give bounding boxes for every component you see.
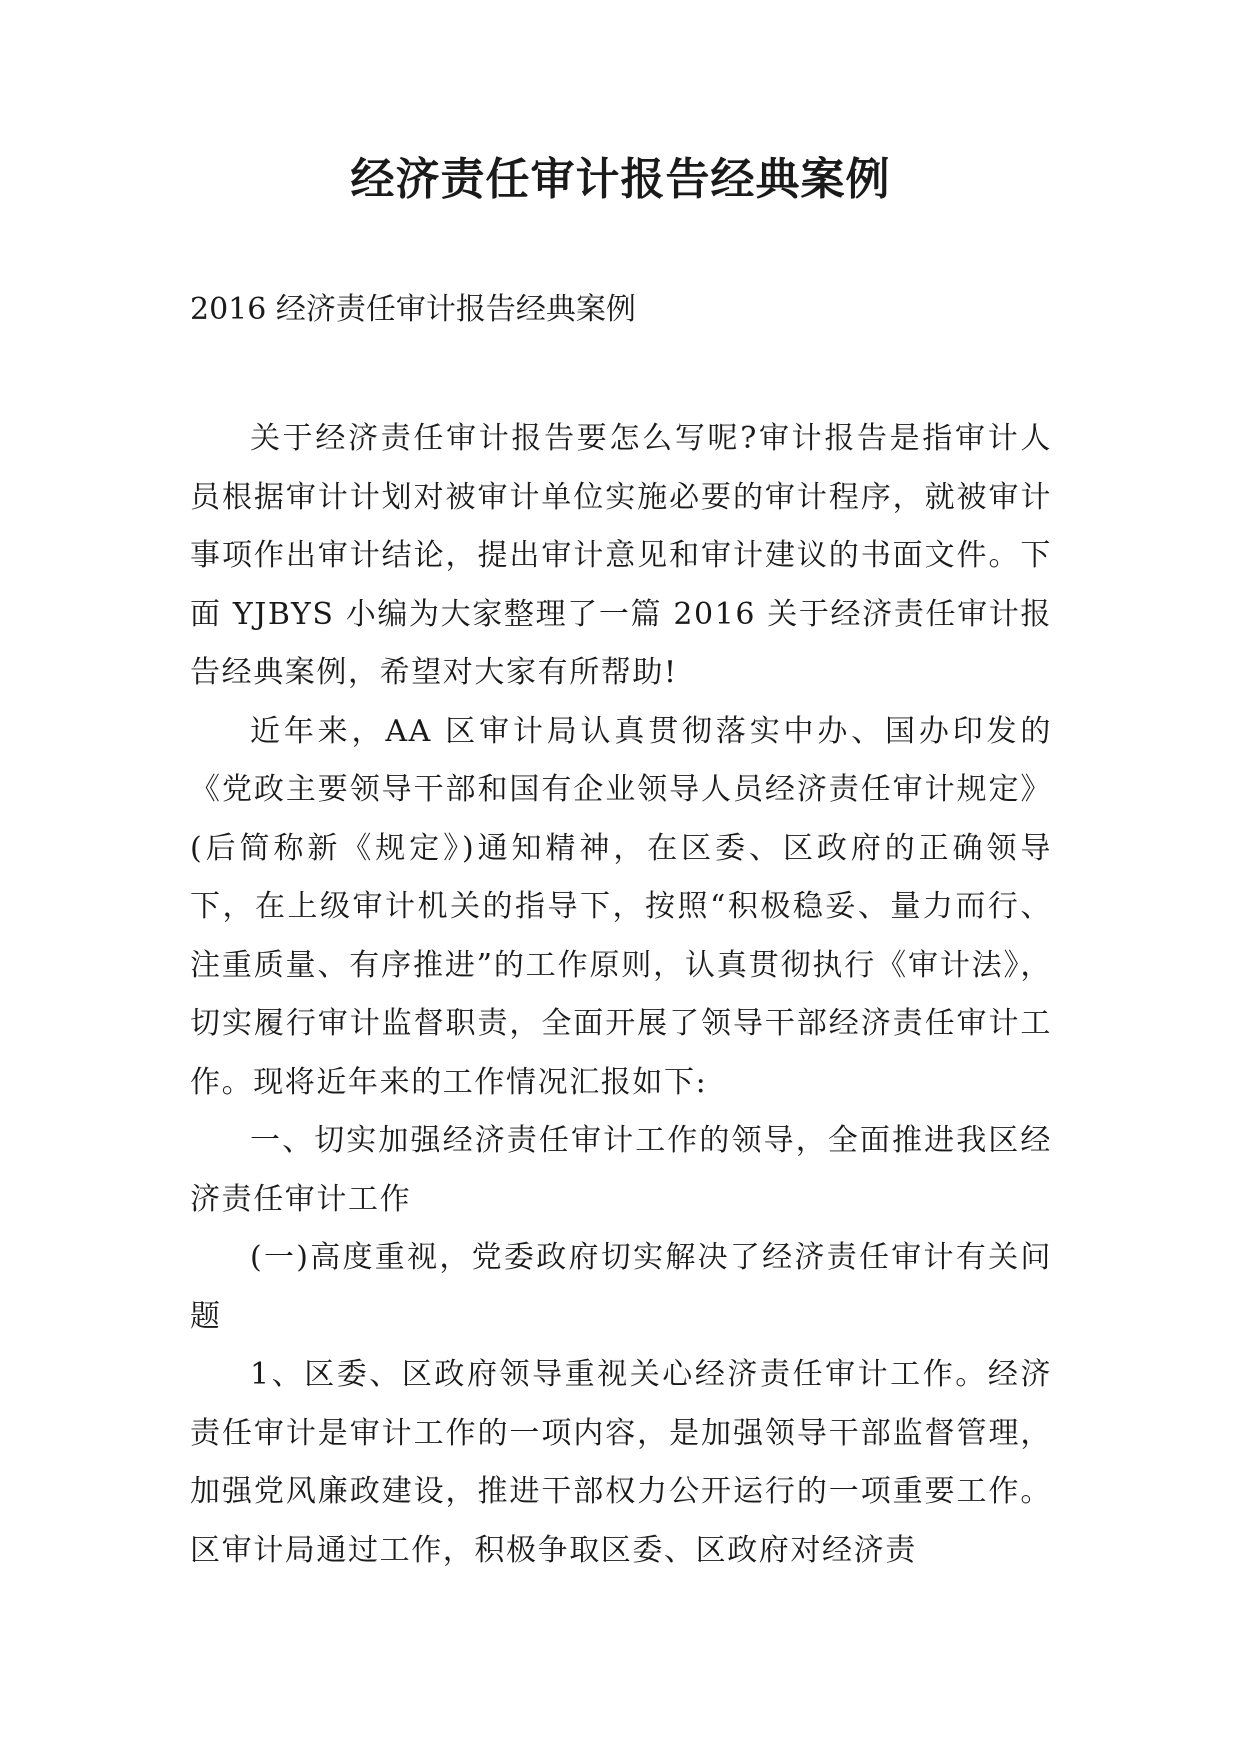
paragraph-intro: 关于经济责任审计报告要怎么写呢?审计报告是指审计人员根据审计计划对被审计单位实施必要的审计程序，就被审计事项作出审计结论，提出审计意见和审计建议的书面文件。下面 YJBYS 小编为大家整理了一篇 2016 关于经济责任审计报告经典案例，希望对大家有所帮助! xyxy=(190,421,1052,690)
subsection-heading-1: (一)高度重视，党委政府切实解决了经济责任审计有关问题 xyxy=(190,1240,1052,1334)
section-heading-1: 一、切实加强经济责任审计工作的领导，全面推进我区经济责任审计工作 xyxy=(190,1123,1052,1217)
paragraph-item-1: 1、区委、区政府领导重视关心经济责任审计工作。经济责任审计是审计工作的一项内容，是加强领导干部监督管理，加强党风廉政建设，推进干部权力公开运行的一项重要工作。区审计局通过工作，积极争取区委、区政府对经济责 xyxy=(190,1357,1052,1568)
document-title: 经济责任审计报告经典案例 xyxy=(350,154,891,205)
document-subtitle: 2016 经济责任审计报告经典案例 xyxy=(190,292,636,327)
document-body xyxy=(190,410,1052,1580)
paragraph-background: 近年来，AA 区审计局认真贯彻落实中办、国办印发的《党政主要领导干部和国有企业领导人员经济责任审计规定》(后简称新《规定》)通知精神，在区委、区政府的正确领导下，在上级审计机关的指导下，按照“积极稳妥、量力而行、注重质量、有序推进”的工作原则，认真贯彻执行《审计法》，切实履行审计监督职责，全面开展了领导干部经济责任审计工作。现将近年来的工作情况汇报如下: xyxy=(190,713,1052,1100)
